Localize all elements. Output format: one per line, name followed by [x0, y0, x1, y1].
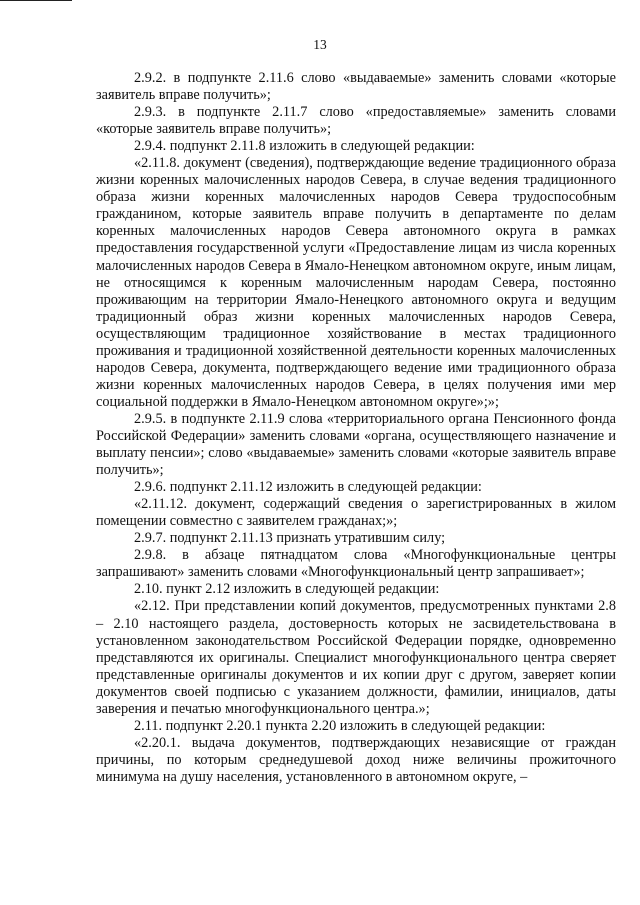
- paragraph-2-9-5: 2.9.5. в подпункте 2.11.9 слова «территориального органа Пенсионного фонда Российской Федерации» заменить словами «органа, осуществляющего назначение и выплату пенсии»; слово «выдаваемые» заменить словами «которые заявитель вправе получить»;: [96, 410, 616, 479]
- paragraph-2-9-4: 2.9.4. подпункт 2.11.8 изложить в следующей редакции:: [134, 138, 475, 155]
- page-number: 13: [313, 37, 327, 52]
- paragraph-2-9-2: 2.9.2. в подпункте 2.11.6 слово «выдаваемые» заменить словами «которые заявитель вправе получить»;: [96, 70, 616, 104]
- paragraph-2-11-8-text: «2.11.8. документ (сведения), подтверждающие ведение традиционного образа жизни коренных малочисленных народов Севера, в случае ведения традиционного образа жизни коренных малочисленных народов Севера трудоспособным гражданином, которые заявитель вправе получить в департаменте по делам коренных малочисленных народов Севера автономного округа в рамках предоставления государственной услуги «Предоставление лицам из числа коренных малочисленных народов Севера в Ямало-Ненецком автономном округе, иным лицам, не относящимся к коренным малочисленным народам Севера, постоянно проживающим на территории Ямало-Ненецкого автономного округа и ведущим традиционный образ жизни коренных малочисленных народов Севера, осуществляющим традиционное хозяйствование в местах традиционного проживания и традиционной хозяйственной деятельности коренных малочисленных народов Севера, документа, подтверждающего ведение ими традиционного образа жизни коренных малочисленных народов Севера, в целях получения ими мер социальной поддержки в Ямало-Ненецком автономном округе»;»;: [96, 155, 616, 410]
- paragraph-2-11: 2.11. подпункт 2.20.1 пункта 2.20 изложить в следующей редакции:: [134, 717, 546, 734]
- paragraph-2-9-8: 2.9.8. в абзаце пятнадцатом слова «Многофункциональные центры запрашивают» заменить словами «Многофункциональный центр запрашивает»;: [96, 547, 616, 581]
- paragraph-2-12-text: «2.12. При представлении копий документов, предусмотренных пунктами 2.8 – 2.10 настоящего раздела, достоверность которых не засвидетельствована в установленном законодательством Российской Федерации порядке, одновременно представляются их оригиналы. Специалист многофункционального центра сверяет представленные оригиналы документов и их копии друг с другом, заверяет копии документов своей подписью с указанием должности, фамилии, инициалов, даты заверения и печатью многофункционального центра.»;: [96, 598, 616, 717]
- paragraph-2-20-1-text: «2.20.1. выдача документов, подтверждающих независящие от граждан причины, по которым среднедушевой доход ниже величины прожиточного минимума на душу населения, установленного в автономном округе, –: [96, 734, 616, 785]
- paragraph-2-11-12-text: «2.11.12. документ, содержащий сведения о зарегистрированных в жилом помещении совместно с заявителем гражданах;»;: [96, 496, 616, 530]
- paragraph-2-10: 2.10. пункт 2.12 изложить в следующей редакции:: [134, 581, 440, 598]
- corner-mark: [0, 0, 72, 5]
- paragraph-2-9-6: 2.9.6. подпункт 2.11.12 изложить в следующей редакции:: [134, 479, 482, 496]
- paragraph-2-9-3: 2.9.3. в подпункте 2.11.7 слово «предоставляемые» заменить словами «которые заявитель вправе получить»;: [96, 104, 616, 138]
- paragraph-2-9-7: 2.9.7. подпункт 2.11.13 признать утратившим силу;: [134, 530, 446, 547]
- document-body: [96, 70, 616, 786]
